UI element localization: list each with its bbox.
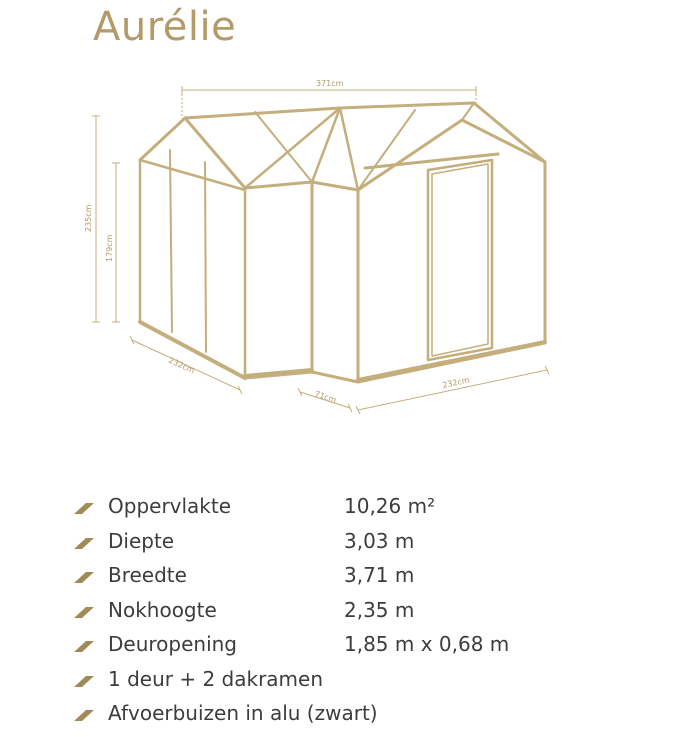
dim-width-label: 371cm [316,79,344,88]
spec-value: 3,03 m [344,528,415,553]
spec-label: Breedte [108,563,187,587]
spec-value: 2,35 m [344,597,415,622]
page-title: Aurélie [93,4,237,50]
dim-depth-left-label: 232cm [167,355,196,376]
spec-value: 1,85 m x 0,68 m [344,632,510,656]
dim-depth-right-label: 232cm [441,375,471,390]
dim-recess-label: 71cm [313,389,338,405]
dim-height-total-label: 235cm [84,204,93,232]
spec-label: Deuropening [108,632,238,656]
arrow-bullet-icon [72,605,96,619]
arrow-bullet-icon [72,570,96,584]
arrow-bullet-icon [72,674,96,688]
arrow-bullet-icon [72,536,96,550]
arrow-bullet-icon [72,708,96,722]
spec-label: Diepte [108,528,175,553]
spec-label: 1 deur + 2 dakramen [108,666,324,691]
dim-height-wall-label: 179cm [105,234,114,262]
arrow-bullet-icon [72,639,96,653]
arrow-bullet-icon [72,501,96,515]
spec-label: Nokhoogte [108,597,217,622]
spec-value: 10,26 m² [344,494,436,518]
spec-value: 3,71 m [344,563,415,587]
spec-label: Afvoerbuizen in alu (zwart) [108,701,378,725]
spec-label: Oppervlakte [108,494,232,518]
